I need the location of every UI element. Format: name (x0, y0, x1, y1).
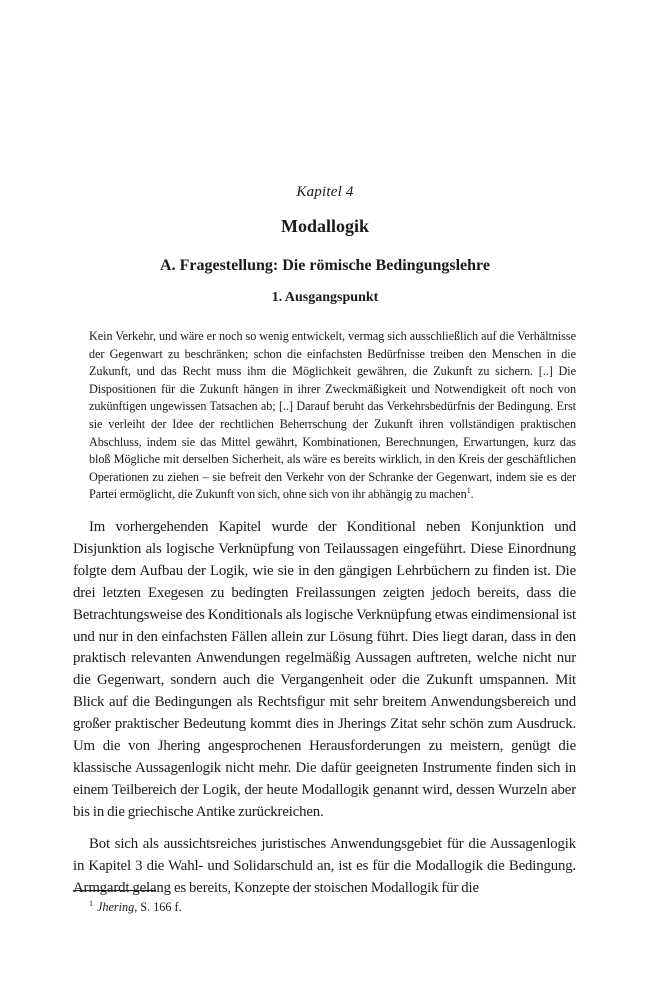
quote-end-period: . (470, 487, 474, 502)
block-quote (89, 328, 576, 504)
footnote-reference[interactable]: 1 (466, 486, 471, 496)
paragraph: Im vorhergehenden Kapitel wurde der Konditional neben Konjunktion und Disjunktion als logische Verknüpfung von Teilaussagen eingeführt. Diese Einordnung folgte dem Aufbau der Logik, wie sie in den gängigen Lehrbüchern zu finden ist. Die drei letzten Exegesen zu bedingten Freilassungen zeigten jedoch bereits, dass die Betrachtungsweise des Konditionals als logische Verknüpfung etwas eindimensional ist und nur in den einfachsten Fällen allein zur Lösung führt. Dies liegt daran, dass in den praktisch relevanten Anwendungen regelmäßig Aussagen auftreten, welche nicht nur die Gegenwart, sondern auch die Vergangenheit oder die Zukunft umspannen. Mit Blick auf die Bedingungen als Rechtsfigur mit sehr breitem Anwendungsbereich und großer praktischer Bedeutung kommt dies in Jherings Zitat sehr schön zum Ausdruck. Um die von Jhering angesprochenen Herausforderungen zu meistern, genügt die klassische Aussagenlogik nicht mehr. Die dafür geeigneten Instrumente finden sich in einem Teilbereich der Logik, der heute Modallogik genannt wird, dessen Wurzeln aber bis in die griechische Antike zurückreichen. (73, 519, 576, 820)
subsection-heading: 1. Ausgangspunkt (271, 290, 379, 305)
chapter-title: Modallogik (280, 216, 369, 236)
paragraph: Bot sich als aussichtsreiches juristisches Anwendungsgebiet für die Aussagenlogik in Kapitel 3 die Wahl- und Solidarschuld an, ist es für die Modallogik die Bedingung. Armgardt gelang es bereits, Konzepte der stoischen Modallogik für die (73, 835, 576, 896)
footnote-separator (73, 890, 156, 891)
section-heading: A. Fragestellung: Die römische Bedingungslehre (160, 257, 490, 274)
body-text (73, 517, 576, 899)
quote-text: Kein Verkehr, und wäre er noch so wenig entwickelt, vermag sich ausschließlich auf die Verhältnisse der Gegenwart zu beschränken; schon die einfachsten Bedürfnisse treiben den Menschen in die Zukunft, und das Recht muss ihm die Möglichkeit gewähren, die Zukunft zu sichern. [..] Die Dispositionen für die Zukunft hängen in ihrer Zweckmäßigkeit und Notwendigkeit oft noch von zukünftigen ungewissen Tatsachen ab; [..] Darauf beruht das Verkehrsbedürfnis der Bedingung. Erst sie verleiht der Idee der rechtlichen Beherrschung der Zukunft ihren vollständigen praktischen Abschluss, indem sie das Mittel gewährt, Kombinationen, Berechnungen, Erwartungen, kurz das bloß Mögliche mit derselben Sicherheit, als wäre es bereits wirklich, in den Kreis der geschäftlichen Operationen zu ziehen – sie befreit den Verkehr von der Schranke der Gegenwart, indem sie es der Partei ermöglicht, die Zukunft von sich, ohne sich von ihr abhängig zu machen (89, 329, 576, 502)
chapter-label: Kapitel 4 (296, 184, 354, 200)
footnote (89, 899, 182, 916)
footnote-number: 1 (89, 899, 93, 908)
footnote-author: Jhering (97, 900, 135, 914)
footnote-reference-text: , S. 166 f. (134, 900, 182, 914)
